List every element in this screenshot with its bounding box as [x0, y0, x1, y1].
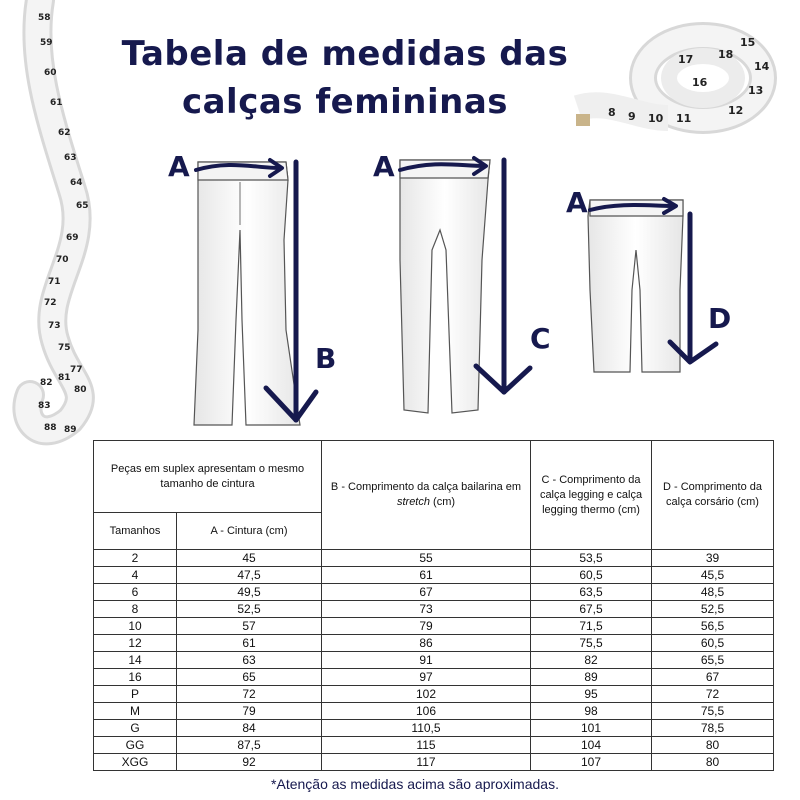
table-cell: 47,5	[177, 567, 322, 584]
table-row	[94, 686, 774, 703]
tape-num: 60	[44, 68, 57, 78]
header-col-b-italic: stretch	[396, 496, 430, 508]
table-cell: 89	[531, 669, 652, 686]
label-b: B	[315, 342, 337, 375]
table-cell: 97	[322, 669, 531, 686]
table-cell: 79	[322, 618, 531, 635]
table-cell: 57	[177, 618, 322, 635]
table-cell: 63	[177, 652, 322, 669]
table-cell: 60,5	[652, 635, 774, 652]
tape-num: 12	[728, 104, 744, 117]
table-cell: GG	[94, 737, 177, 754]
table-cell: 61	[177, 635, 322, 652]
table-row	[94, 669, 774, 686]
tape-num: 15	[740, 36, 756, 49]
table-cell: 12	[94, 635, 177, 652]
header-suplex-note: Peças em suplex apresentam o mesmo tamanho de cintura	[94, 441, 322, 513]
tape-num: 63	[64, 153, 77, 163]
table-row	[94, 584, 774, 601]
table-cell: 49,5	[177, 584, 322, 601]
footnote: *Atenção as medidas acima são aproximadas.	[271, 776, 559, 792]
tape-num: 80	[74, 385, 87, 395]
table-row	[94, 635, 774, 652]
tape-num: 72	[44, 298, 57, 308]
table-cell: 67	[322, 584, 531, 601]
table-row	[94, 720, 774, 737]
tape-num: 83	[38, 401, 51, 411]
table-cell: 84	[177, 720, 322, 737]
table-row	[94, 618, 774, 635]
table-cell: 63,5	[531, 584, 652, 601]
table-cell: 67,5	[531, 601, 652, 618]
header-col-a: A - Cintura (cm)	[177, 513, 322, 550]
size-table-body	[94, 550, 774, 771]
table-cell: 55	[322, 550, 531, 567]
table-cell: XGG	[94, 754, 177, 771]
tape-num: 88	[44, 423, 57, 433]
table-cell: 56,5	[652, 618, 774, 635]
tape-num: 59	[40, 38, 53, 48]
label-a-ballet: A	[168, 150, 190, 183]
table-cell: 14	[94, 652, 177, 669]
tape-num: 82	[40, 378, 53, 388]
table-cell: 107	[531, 754, 652, 771]
legging-pants-drawing	[400, 160, 490, 413]
table-cell: 87,5	[177, 737, 322, 754]
table-cell: 71,5	[531, 618, 652, 635]
tape-num: 9	[628, 110, 636, 123]
table-cell: 80	[652, 754, 774, 771]
label-a-corsair: A	[566, 186, 588, 219]
table-cell: 80	[652, 737, 774, 754]
tape-num: 8	[608, 106, 616, 119]
label-d: D	[708, 302, 732, 335]
tape-num: 65	[76, 201, 89, 211]
table-cell: 67	[652, 669, 774, 686]
table-cell: 52,5	[652, 601, 774, 618]
table-cell: 92	[177, 754, 322, 771]
tape-num: 61	[50, 98, 63, 108]
table-cell: 82	[531, 652, 652, 669]
tape-num: 17	[678, 53, 694, 66]
header-col-b-prefix: B - Comprimento da calça bailarina em	[330, 481, 522, 493]
size-table	[93, 440, 774, 771]
table-cell: 61	[322, 567, 531, 584]
table-cell: 60,5	[531, 567, 652, 584]
table-cell: M	[94, 703, 177, 720]
table-cell: 8	[94, 601, 177, 618]
header-col-c: C - Comprimento da calça legging e calça legging thermo (cm)	[531, 441, 652, 550]
table-cell: 117	[322, 754, 531, 771]
table-cell: 101	[531, 720, 652, 737]
table-row	[94, 737, 774, 754]
table-cell: 91	[322, 652, 531, 669]
header-sizes: Tamanhos	[94, 513, 177, 550]
table-row	[94, 754, 774, 771]
tape-num: 64	[70, 178, 83, 188]
ballet-pants-drawing	[194, 162, 300, 425]
table-cell: 65	[177, 669, 322, 686]
table-cell: G	[94, 720, 177, 737]
tape-num: 10	[648, 112, 664, 125]
table-cell: 86	[322, 635, 531, 652]
table-cell: P	[94, 686, 177, 703]
table-cell: 98	[531, 703, 652, 720]
table-cell: 72	[177, 686, 322, 703]
tape-num: 11	[676, 112, 692, 125]
tape-num: 75	[58, 343, 71, 353]
header-col-b-suffix: (cm)	[429, 496, 456, 508]
table-cell: 10	[94, 618, 177, 635]
header-col-d: D - Comprimento da calça corsário (cm)	[652, 441, 774, 550]
table-row	[94, 703, 774, 720]
title-line-2: calças femininas	[181, 82, 509, 122]
table-cell: 2	[94, 550, 177, 567]
table-cell: 115	[322, 737, 531, 754]
tape-num: 13	[748, 84, 764, 97]
table-cell: 72	[652, 686, 774, 703]
table-cell: 53,5	[531, 550, 652, 567]
corsair-pants-drawing	[588, 200, 683, 372]
table-row	[94, 601, 774, 618]
title-line-1: Tabela de medidas das	[121, 34, 569, 74]
table-cell: 73	[322, 601, 531, 618]
table-row	[94, 567, 774, 584]
table-cell: 65,5	[652, 652, 774, 669]
table-cell: 48,5	[652, 584, 774, 601]
header-col-b	[322, 441, 531, 550]
tape-num: 77	[70, 365, 83, 375]
table-cell: 4	[94, 567, 177, 584]
table-cell: 39	[652, 550, 774, 567]
table-cell: 95	[531, 686, 652, 703]
table-cell: 79	[177, 703, 322, 720]
table-row	[94, 652, 774, 669]
tape-num: 73	[48, 321, 61, 331]
tape-num: 18	[718, 48, 734, 61]
tape-num: 14	[754, 60, 770, 73]
table-cell: 45	[177, 550, 322, 567]
tape-num: 71	[48, 277, 61, 287]
label-c: C	[530, 322, 551, 355]
table-cell: 6	[94, 584, 177, 601]
label-a-legging: A	[373, 150, 395, 183]
tape-num: 69	[66, 233, 79, 243]
tape-num: 89	[64, 425, 77, 435]
tape-num: 58	[38, 13, 51, 23]
table-cell: 104	[531, 737, 652, 754]
table-cell: 102	[322, 686, 531, 703]
tape-num: 70	[56, 255, 69, 265]
table-cell: 75,5	[652, 703, 774, 720]
tape-num: 81	[58, 373, 71, 383]
tape-num: 62	[58, 128, 71, 138]
tape-num: 16	[692, 76, 708, 89]
table-cell: 106	[322, 703, 531, 720]
table-cell: 45,5	[652, 567, 774, 584]
table-cell: 16	[94, 669, 177, 686]
table-cell: 110,5	[322, 720, 531, 737]
table-row	[94, 550, 774, 567]
table-cell: 52,5	[177, 601, 322, 618]
table-cell: 75,5	[531, 635, 652, 652]
table-cell: 78,5	[652, 720, 774, 737]
